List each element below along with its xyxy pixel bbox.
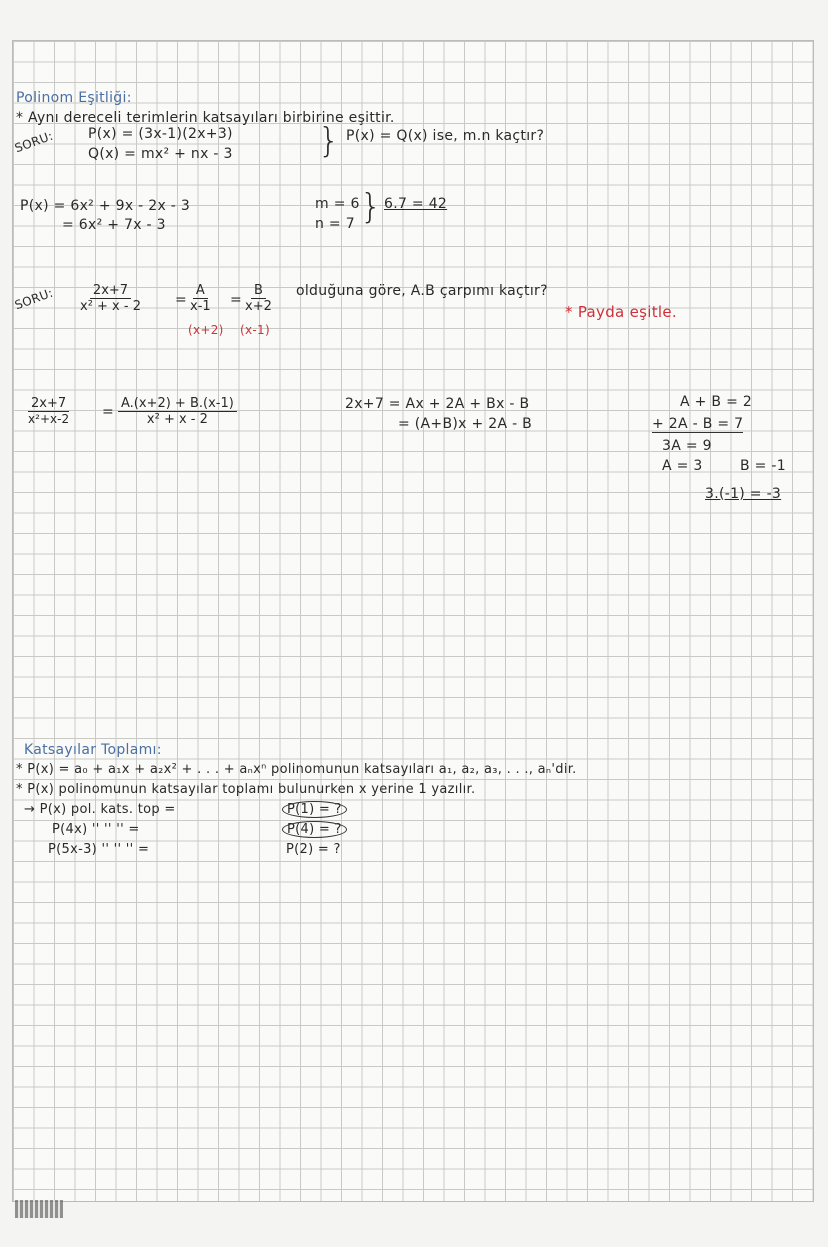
system-eq-1: A + B = 2 [680,394,753,410]
solution-step-2: = 6x² + 7x - 3 [62,217,166,233]
numerator: A [193,283,208,299]
solution-step-1: P(x) = 6x² + 9x - 2x - 3 [20,198,191,214]
sum-rule: * P(x) polinomunun katsayılar toplamı bulunurken x yerine 1 yazılır. [16,782,476,797]
fraction-b [245,283,272,314]
rule-3-result: P(2) = ? [286,842,341,857]
expansion-2: = (A+B)x + 2A - B [398,416,533,432]
q-definition: Q(x) = mx² + nx - 3 [88,146,233,162]
brace: } [360,187,382,227]
answer-1: 6.7 = 42 [384,196,448,212]
denominator: x²+x-2 [28,412,70,426]
denominator: x+2 [245,299,272,314]
numerator: A.(x+2) + B.(x-1) [118,396,237,412]
brand-logo [15,1200,63,1218]
grid-paper [12,40,814,1202]
rule-1-result: P(1) = ? [282,801,347,818]
rule-2-lhs: P(4x) '' '' '' = [52,822,140,837]
multiplier-1: (x+2) [188,323,224,337]
denominator: x² + x - 2 [80,299,141,314]
equals: = [102,404,115,420]
question-1-text: P(x) = Q(x) ise, m.n kaçtır? [346,128,545,144]
question-label: SORU: [12,285,55,313]
p-definition: P(x) = (3x-1)(2x+3) [88,126,233,142]
question-2-text: olduğuna göre, A.B çarpımı kaçtır? [296,283,548,299]
work-lhs [28,396,69,426]
b-value: B = -1 [740,458,786,474]
question-label: SORU: [12,128,55,156]
denominator: x² + x - 2 [146,412,208,427]
hint-text: * Payda eşitle. [565,303,677,321]
equals: = [230,292,243,308]
brace: } [318,121,340,161]
a-value: A = 3 [662,458,703,474]
rule-text: * Aynı dereceli terimlerin katsayıları birbirine eşittir. [16,110,395,126]
section-title-katsayilar-toplami: Katsayılar Toplamı: [24,742,162,758]
equals: = [175,292,188,308]
expansion-1: 2x+7 = Ax + 2A + Bx - B [345,396,530,412]
polynomial-definition: * P(x) = a₀ + a₁x + a₂x² + . . . + aₙxⁿ polinomunun katsayıları a₁, a₂, a₃, . . ., aₙ'dir. [16,762,577,777]
section-title-polinom-esitligi: Polinom Eşitliği: [16,90,132,106]
numerator: 2x+7 [90,283,131,299]
denominator: x-1 [190,299,211,314]
fraction-a [190,283,211,314]
system-sum: 3A = 9 [662,438,712,454]
rule-3-lhs: P(5x-3) '' '' '' = [48,842,150,857]
rule-2-result: P(4) = ? [282,821,347,838]
work-rhs [118,396,237,427]
numerator: B [251,283,266,299]
rule-1-lhs: → P(x) pol. kats. top = [24,802,176,817]
numerator: 2x+7 [28,396,69,412]
system-eq-2: + 2A - B = 7 [652,416,744,432]
n-value: n = 7 [315,216,355,232]
multiplier-2: (x-1) [240,323,270,337]
m-value: m = 6 [315,196,360,212]
fraction-lhs [80,283,141,314]
answer-2: 3.(-1) = -3 [705,486,782,502]
